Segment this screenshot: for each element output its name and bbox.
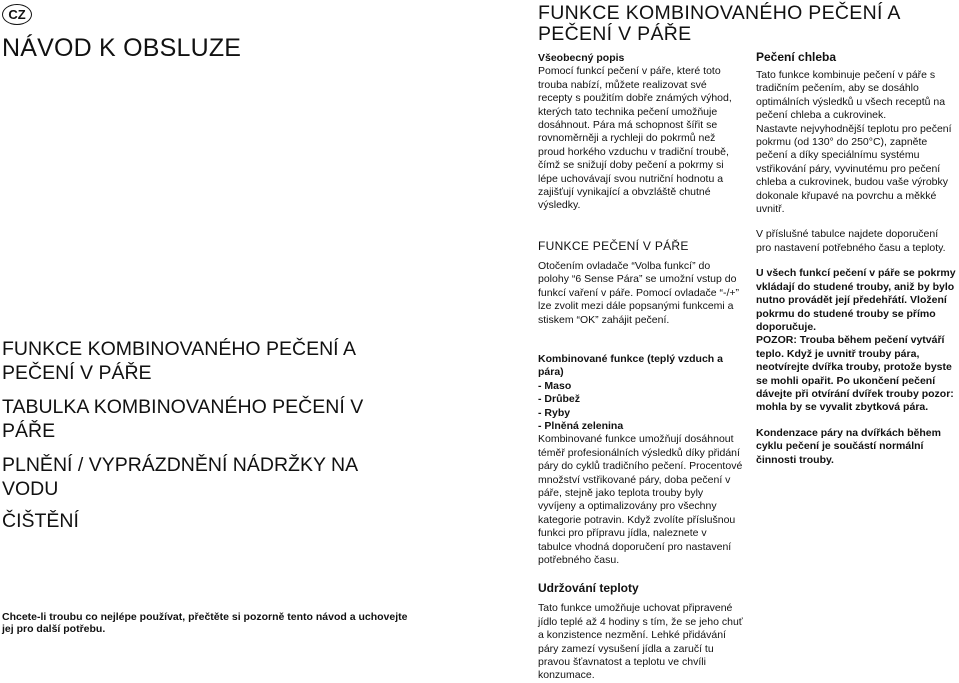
combined-functions-text: Kombinované funkce umožňují dosáhnout téměř profesionálních výsledků díky přidání páry do cyklů tradičního pečení. Procentové množství vstřikované páry, doba pečení v páře, stejně jako teplota trouby byly vyvíjeny a optimalizovány pro všechny kategorie potravin. Když zvolíte příslušnou funkci pro přípravu jídla, naleznete v tabulce vhodná doporučení pro nastavení potřebného času. <box>538 433 743 566</box>
combined-list-item: - Maso <box>538 379 572 392</box>
steam-warning: POZOR: Trouba během pečení vytváří teplo. Když je uvnitř trouby pára, neotvírejte dvířka trouby, protože byste se mohli opařit. Po ukončení pečení dávejte při otvírání dvířek trouby pozor: mohla by se vyvalit zbytková pára. <box>756 334 954 414</box>
bread-text-2: Nastavte nejvyhodnější teplotu pro pečení pokrmu (od 130° do 250°C), zapněte pečení a díky speciálnímu systému vstřikování páry, vyvinutému pro pečení chleba a cukrovinek, budou vaše výrobky dokonale křupavé na povrchu a měkké uvnitř. <box>756 122 952 216</box>
contents-item-water-tank: PLNĚNÍ / VYPRÁZDNĚNÍ NÁDRŽKY NA VODU <box>2 454 358 500</box>
right-column <box>756 50 956 467</box>
cold-oven-note: U všech funkcí pečení v páře se pokrmy vkládají do studené trouby, aniž by bylo nutno provádět její předehřátí. Vložení pokrmu do studené trouby se přímo doporučuje. <box>756 267 956 333</box>
steam-functions-heading: FUNKCE PEČENÍ V PÁŘE <box>538 238 689 253</box>
keep-warm-text: Tato funkce umožňuje uchovat připravené jídlo teplé až 4 hodiny s tím, že se jeho chuť a konzistence nezmění. Lehké přidávání páry zamezí vysušení jídla a zaručí tu pravou šťavnatost a teplotu ve chvíli konzumace. <box>538 602 743 682</box>
keep-warm-heading: Udržování teploty <box>538 581 639 596</box>
middle-column <box>538 52 743 683</box>
combined-functions-heading: Kombinované funkce (teplý vzduch a pára) <box>538 352 723 379</box>
contents-item-steam-table: TABULKA KOMBINOVANÉHO PEČENÍ V PÁŘE <box>2 396 364 442</box>
combined-list-item: - Drůbež <box>538 393 580 406</box>
condensation-note: Kondenzace páry na dvířkách během cyklu pečení je součástí normální činnosti trouby. <box>756 426 941 466</box>
language-badge: CZ <box>2 4 32 25</box>
manual-title: NÁVOD K OBSLUZE <box>2 34 242 62</box>
general-text: Pomocí funkcí pečení v páře, které toto trouba nabízí, můžete realizovat své recepty s použitím dobře známých výhod, kterých tato technika pečení umožňuje dosáhnout. Pára má schopnost šířit se rovnoměrněji a rychleji do pokrmů než proud horkého vzduchu v tradiční troubě, čímž se snižují doby pečení a pokrmy si lépe uchovávají svou nutriční hodnotu a zajišťují vynikající a obvzláště chutné výsledky. <box>538 65 732 212</box>
contents-item-combined-steam: FUNKCE KOMBINOVANÉHO PEČENÍ A PEČENÍ V PÁŘE <box>2 338 355 384</box>
contents-item-cleaning: ČIŠTĚNÍ <box>2 510 79 532</box>
section-title: FUNKCE KOMBINOVANÉHO PEČENÍ A PEČENÍ V PÁŘE <box>538 2 900 45</box>
footer-note: Chcete-li troubu co nejlépe používat, přečtěte si pozorně tento návod a uchovejte jej pro další potřebu. <box>2 611 408 635</box>
contents-list <box>2 337 407 543</box>
table-note: V příslušné tabulce najdete doporučení pro nastavení potřebného času a teploty. <box>756 228 946 254</box>
bread-text-1: Tato funkce kombinuje pečení v páře s tradičním pečením, aby se dosáhlo optimálních výsledků u všech receptů na pečení chleba a cukrovinek. <box>756 69 946 122</box>
bread-heading: Pečení chleba <box>756 50 837 64</box>
combined-list-item: - Plněná zelenina <box>538 419 624 432</box>
general-heading: Všeobecný popis <box>538 52 625 64</box>
steam-functions-text: Otočením ovladače “Volba funkcí” do polohy “6 Sense Pára” se umožní vstup do funkcí vaření v páře. Pomocí ovladače “-/+” lze zvolit mezi dále popsanými funkcemi a stiskem “OK” zahájit pečení. <box>538 259 740 326</box>
combined-list-item: - Ryby <box>538 406 571 419</box>
